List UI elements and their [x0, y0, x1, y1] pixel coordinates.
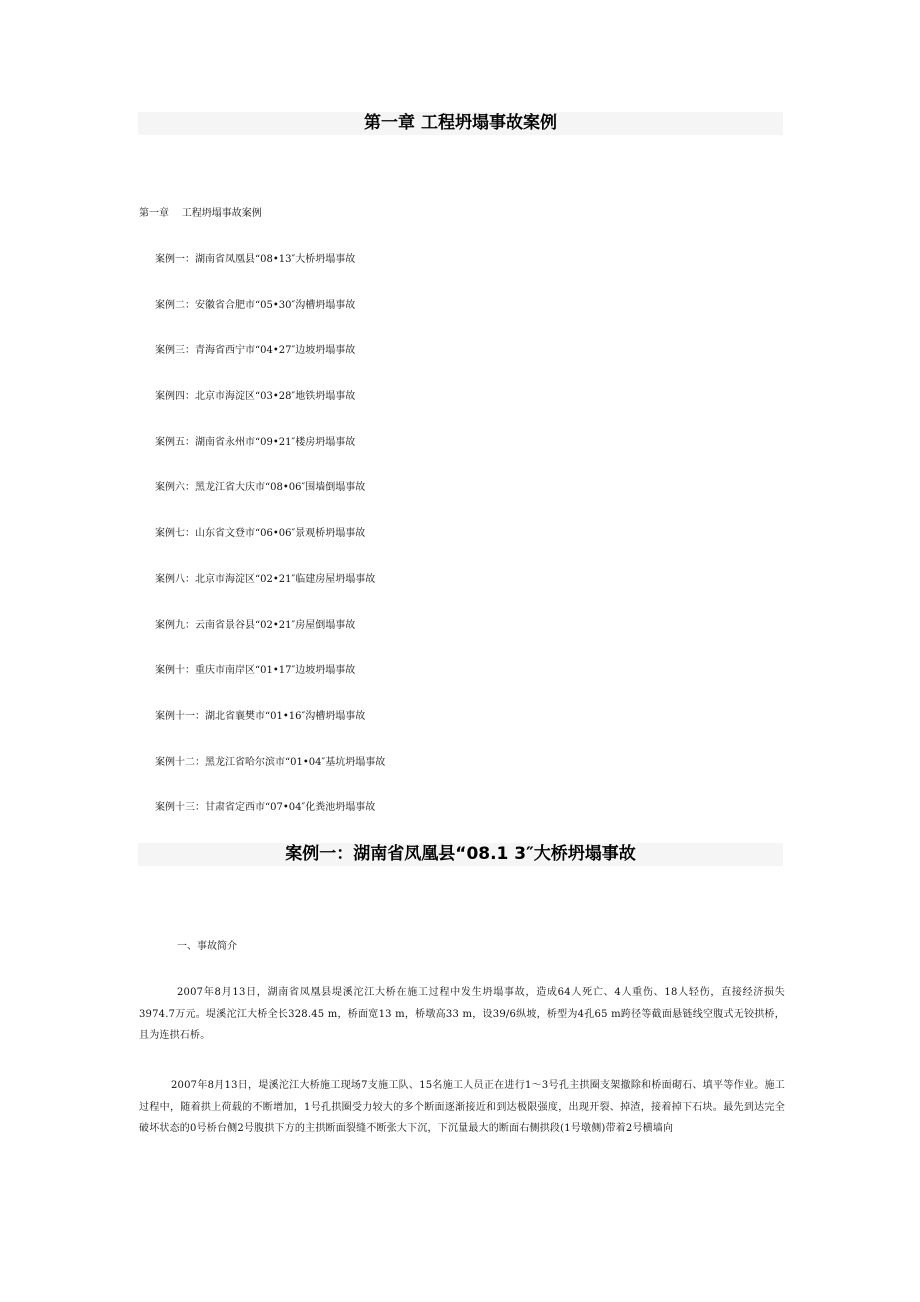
toc-item-6[interactable]: 案例六：黑龙江省大庆市“08•06″围墙倒塌事故: [155, 482, 366, 494]
toc-item-1[interactable]: 案例一：湖南省凤凰县“08•13″大桥坍塌事故: [155, 254, 356, 265]
toc-item-3[interactable]: 案例三：青海省西宁市“04•27″边坡坍塌事故: [155, 345, 356, 357]
toc-title: 第一章 工程坍塌事故案例: [139, 208, 262, 219]
toc-item-8[interactable]: 案例八：北京市海淀区“02•21″临建房屋坍塌事故: [155, 573, 376, 585]
toc-item-4[interactable]: 案例四：北京市海淀区“03•28″地铁坍塌事故: [155, 391, 356, 403]
toc-item-12[interactable]: 案例十二：黑龙江省哈尔滨市“01•04″基坑坍塌事故: [155, 756, 386, 768]
toc-item-11[interactable]: 案例十一：湖北省襄樊市“01•16″沟槽坍塌事故: [155, 710, 366, 722]
section-title-accident-summary: 一、事故简介: [177, 941, 237, 952]
toc-item-13[interactable]: 案例十三：甘肃省定西市“07•04″化粪池坍塌事故: [155, 802, 376, 814]
case1-heading: 案例一：湖南省凤凰县“08.1 3″大桥坍塌事故: [138, 843, 783, 866]
toc-item-10[interactable]: 案例十：重庆市南岸区“01•17″边坡坍塌事故: [155, 665, 356, 677]
toc-item-9[interactable]: 案例九：云南省景谷县“02•21″房屋倒塌事故: [155, 619, 356, 631]
toc-item-5[interactable]: 案例五：湖南省永州市“09•21″楼房坍塌事故: [155, 436, 356, 448]
case1-paragraph-2: 2007年8月13日，堤溪沱江大桥施工现场7支施工队、15名施工人员正在进行1～3号孔主拱圈支架撤除和桥面砌石、填平等作业。施工过程中，随着拱上荷载的不断增加，1号孔拱圈受力较大的多个断面逐渐接近和到达极限强度，出现开裂、掉渣，接着掉下石块。最先到达完全破坏状态的0号桥台侧2号腹拱下方的主拱断面裂缝不断张大下沉，下沉量最大的断面右侧拱段(1号墩侧)带着2号横墙向: [139, 1080, 785, 1134]
toc-item-2[interactable]: 案例二：安徽省合肥市“05•30″沟槽坍塌事故: [155, 299, 356, 311]
toc-item-7[interactable]: 案例七：山东省文登市“06•06″景观桥坍塌事故: [155, 528, 366, 540]
case1-paragraph-1: 2007年8月13日，湖南省凤凰县堤溪沱江大桥在施工过程中发生坍塌事故，造成64人死亡、4人重伤、18人轻伤，直接经济损失3974.7万元。堤溪沱江大桥全长328.45 m，桥面宽13 m，桥墩高33 m，设39/6纵坡，桥型为4孔65 m跨径等截面悬链线空腹式无铰拱桥，且为连拱石桥。: [139, 987, 785, 1041]
chapter-heading: 第一章 工程坍塌事故案例: [138, 112, 783, 135]
table-of-contents: [155, 253, 385, 847]
